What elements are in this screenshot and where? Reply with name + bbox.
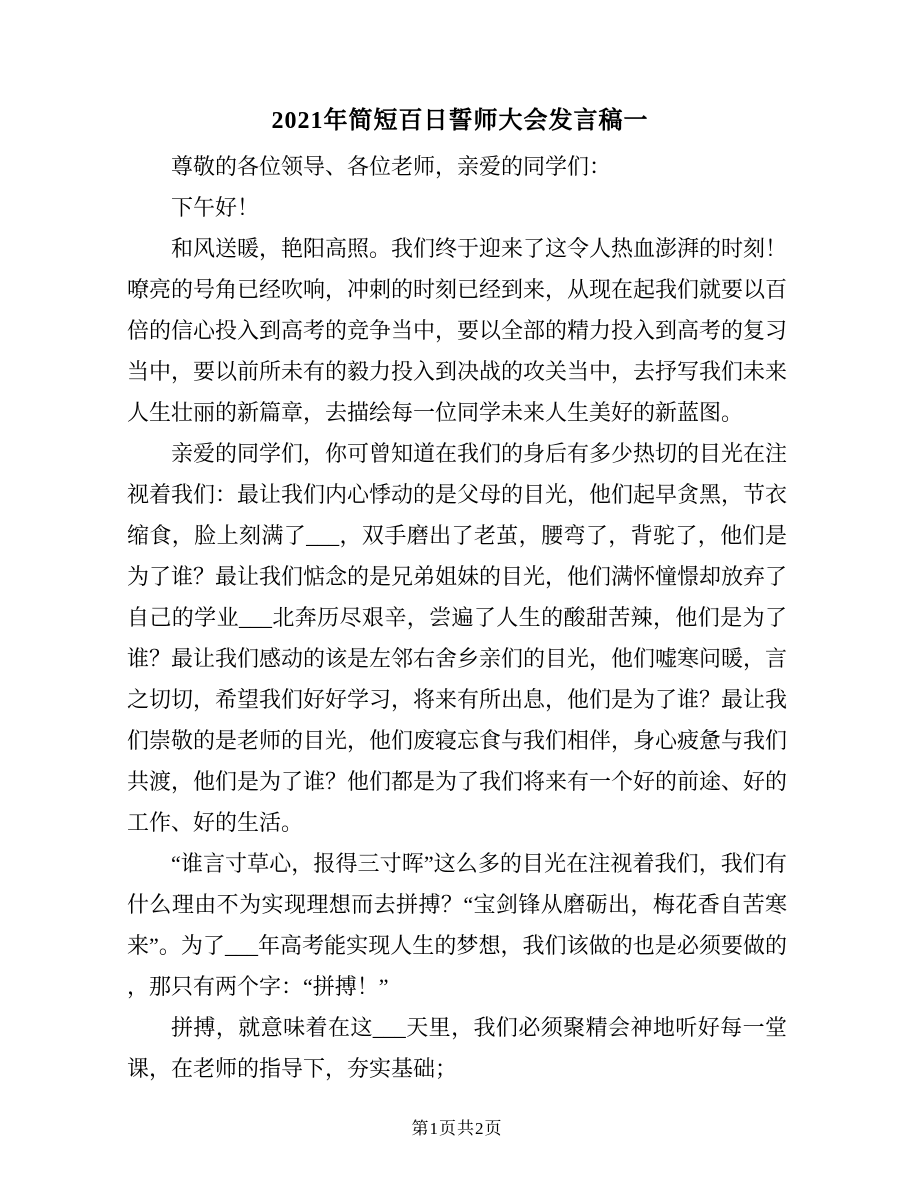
- paragraph-opening: 和风送暖，艳阳高照。我们终于迎来了这令人热血澎湃的时刻！嘹亮的号角已经吹响，冲刺的时刻已经到来，从现在起我们就要以百倍的信心投入到高考的竞争当中，要以全部的精力投入到高考的复习当中，要以前所未有的毅力投入到决战的攻关当中，去抒写我们未来人生壮丽的新篇章，去描绘每一位同学未来人生美好的新蓝图。: [127, 236, 788, 425]
- paragraph-salutation: 尊敬的各位领导、各位老师，亲爱的同学们：: [171, 154, 612, 179]
- paragraph-gazes: 亲爱的同学们，你可曾知道在我们的身后有多少热切的目光在注视着我们：最让我们内心悸动的是父母的目光，他们起早贪黑，节衣缩食，脸上刻满了___，双手磨出了老茧，腰弯了，背驼了，他们是为了谁？最让我们惦念的是兄弟姐妹的目光，他们满怀憧憬却放弃了自己的学业___北奔历尽艰辛，尝遍了人生的酸甜苦辣，他们是为了谁？最让我们感动的该是左邻右舍乡亲们的目光，他们嘘寒问暖，言之切切，希望我们好好学习，将来有所出息，他们是为了谁？最让我们崇敬的是老师的目光，他们废寝忘食与我们相伴，身心疲惫与我们共渡，他们是为了谁？他们都是为了我们将来有一个好的前途、好的工作、好的生活。: [127, 441, 788, 835]
- document-body: [127, 146, 787, 1089]
- paragraph-pledge: 拼搏，就意味着在这___天里，我们必须聚精会神地听好每一堂课，在老师的指导下，夯实基础；: [127, 1015, 787, 1081]
- paragraph-strive: “谁言寸草心，报得三寸晖”这么多的目光在注视着我们，我们有什么理由不为实现理想而去拼搏？“宝剑锋从磨砺出，梅花香自苦寒来”。为了___年高考能实现人生的梦想，我们该做的也是必须要做的，那只有两个字：“拼搏！”: [127, 851, 787, 999]
- page-number-footer: 第1页共2页: [411, 1119, 503, 1138]
- document-title: 2021年简短百日誓师大会发言稿一: [271, 108, 649, 134]
- paragraph-greeting: 下午好！: [171, 195, 260, 220]
